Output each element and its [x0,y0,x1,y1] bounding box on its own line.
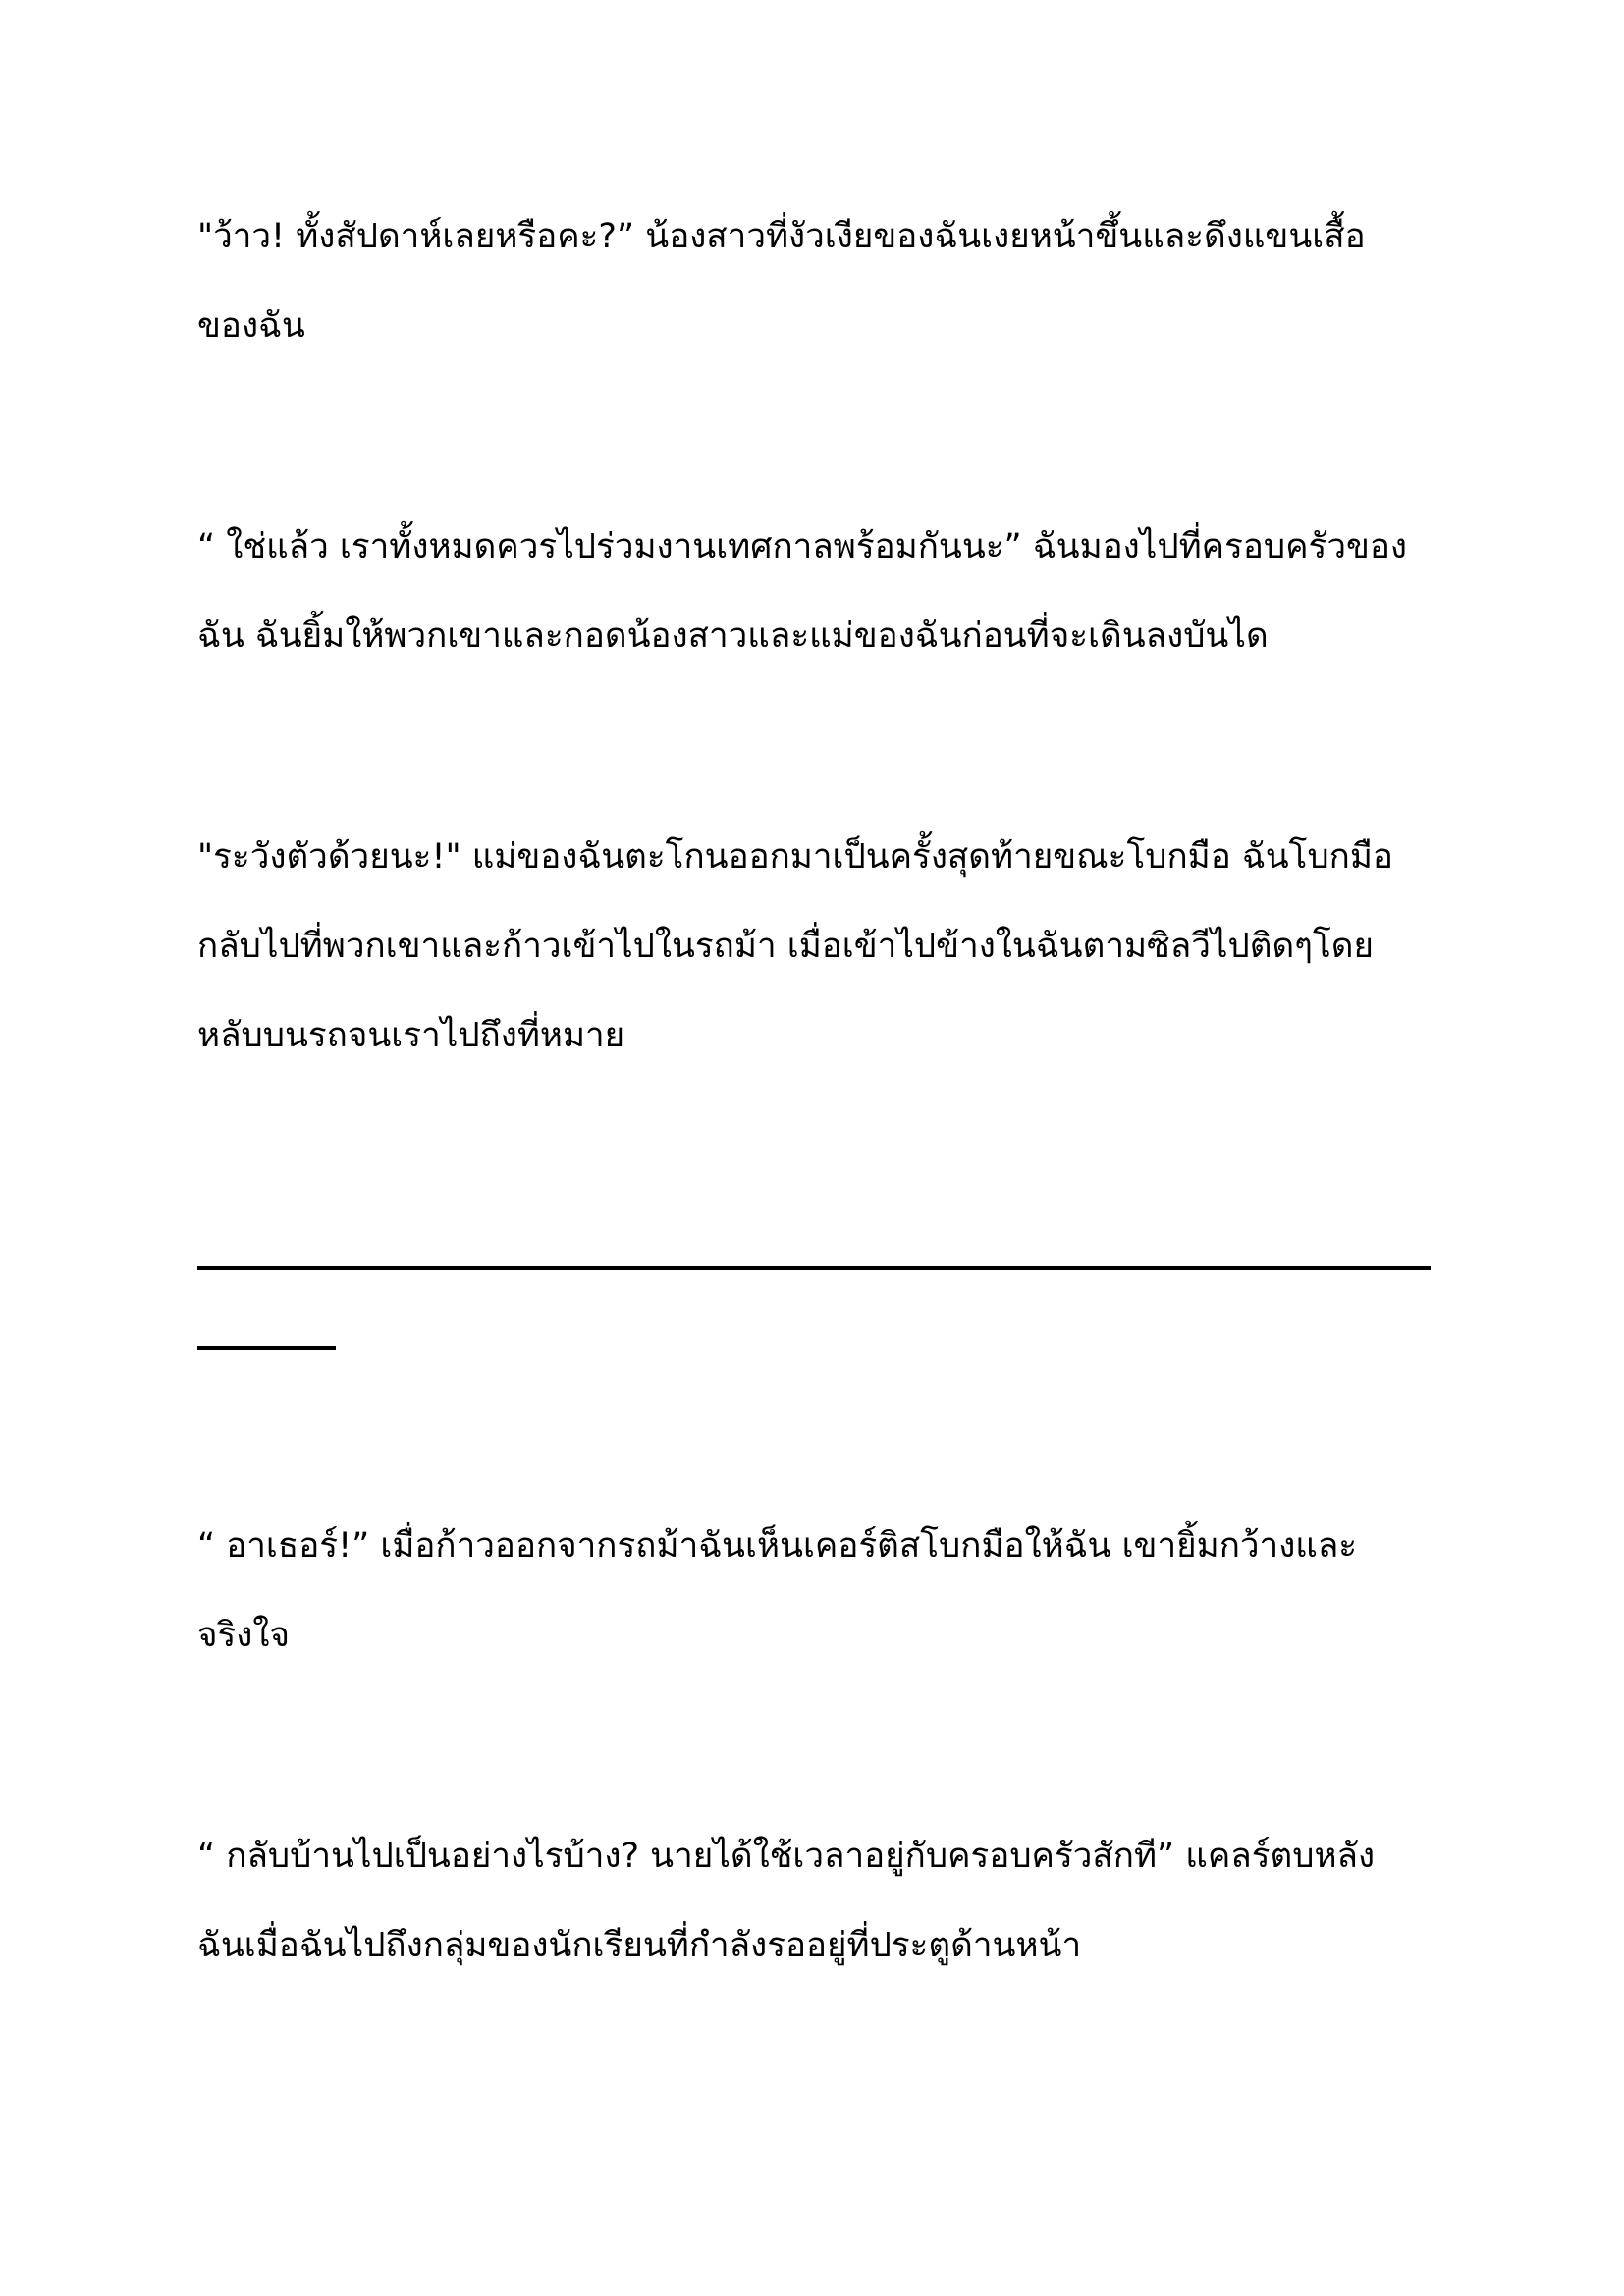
paragraph-line: ฉันเมื่อฉันไปถึงกลุ่มของนักเรียนที่กำลังรออยู่ที่ประตูด้านหน้า [197,1926,1082,1965]
paragraph-line: กลับไปที่พวกเขาและก้าวเข้าไปในรถม้า เมื่อเข้าไปข้างในฉันตามซิลวีไปติดๆโดย [197,927,1375,966]
paragraph-line: “ อาเธอร์!” เมื่อก้าวออกจากรถม้าฉันเห็นเคอร์ติสโบกมือให้ฉัน เขายิ้มกว้างและ [197,1526,1358,1566]
paragraph-3 [197,813,1435,1081]
paragraph-4 [197,1502,1435,1681]
paragraph-5 [197,1812,1435,1991]
paragraph-line: หลับบนรถจนเราไปถึงที่หมาย [197,1016,625,1055]
paragraph-line: "ว้าว! ทั้งสัปดาห์เลยหรือคะ?” น้องสาวที่งัวเงียของฉันเงยหน้าขึ้นและดึงแขนเสื้อ [197,217,1366,256]
paragraph-line: “ ใช่แล้ว เราทั้งหมดควรไปร่วมงานเทศกาลพร้อมกันนะ” ฉันมองไปที่ครอบครัวของ [197,527,1408,566]
paragraph-line: "ระวังตัวด้วยนะ!" แม่ของฉันตะโกนออกมาเป็นครั้งสุดท้ายขณะโบกมือ ฉันโบกมือ [197,837,1393,877]
paragraph-line: จริงใจ [197,1616,290,1655]
paragraph-line: ฉัน ฉันยิ้มให้พวกเขาและกอดน้องสาวและแม่ของฉันก่อนที่จะเดินลงบันได [197,616,1269,656]
paragraph-line: ของฉัน [197,306,305,346]
paragraph-2 [197,503,1435,681]
section-divider-short [197,1346,336,1350]
paragraph-1 [197,192,1435,371]
section-divider [197,1266,1431,1270]
paragraph-line: “ กลับบ้านไปเป็นอย่างไรบ้าง? นายได้ใช้เวลาอยู่กับครอบครัวสักที” แคลร์ตบหลัง [197,1837,1376,1876]
